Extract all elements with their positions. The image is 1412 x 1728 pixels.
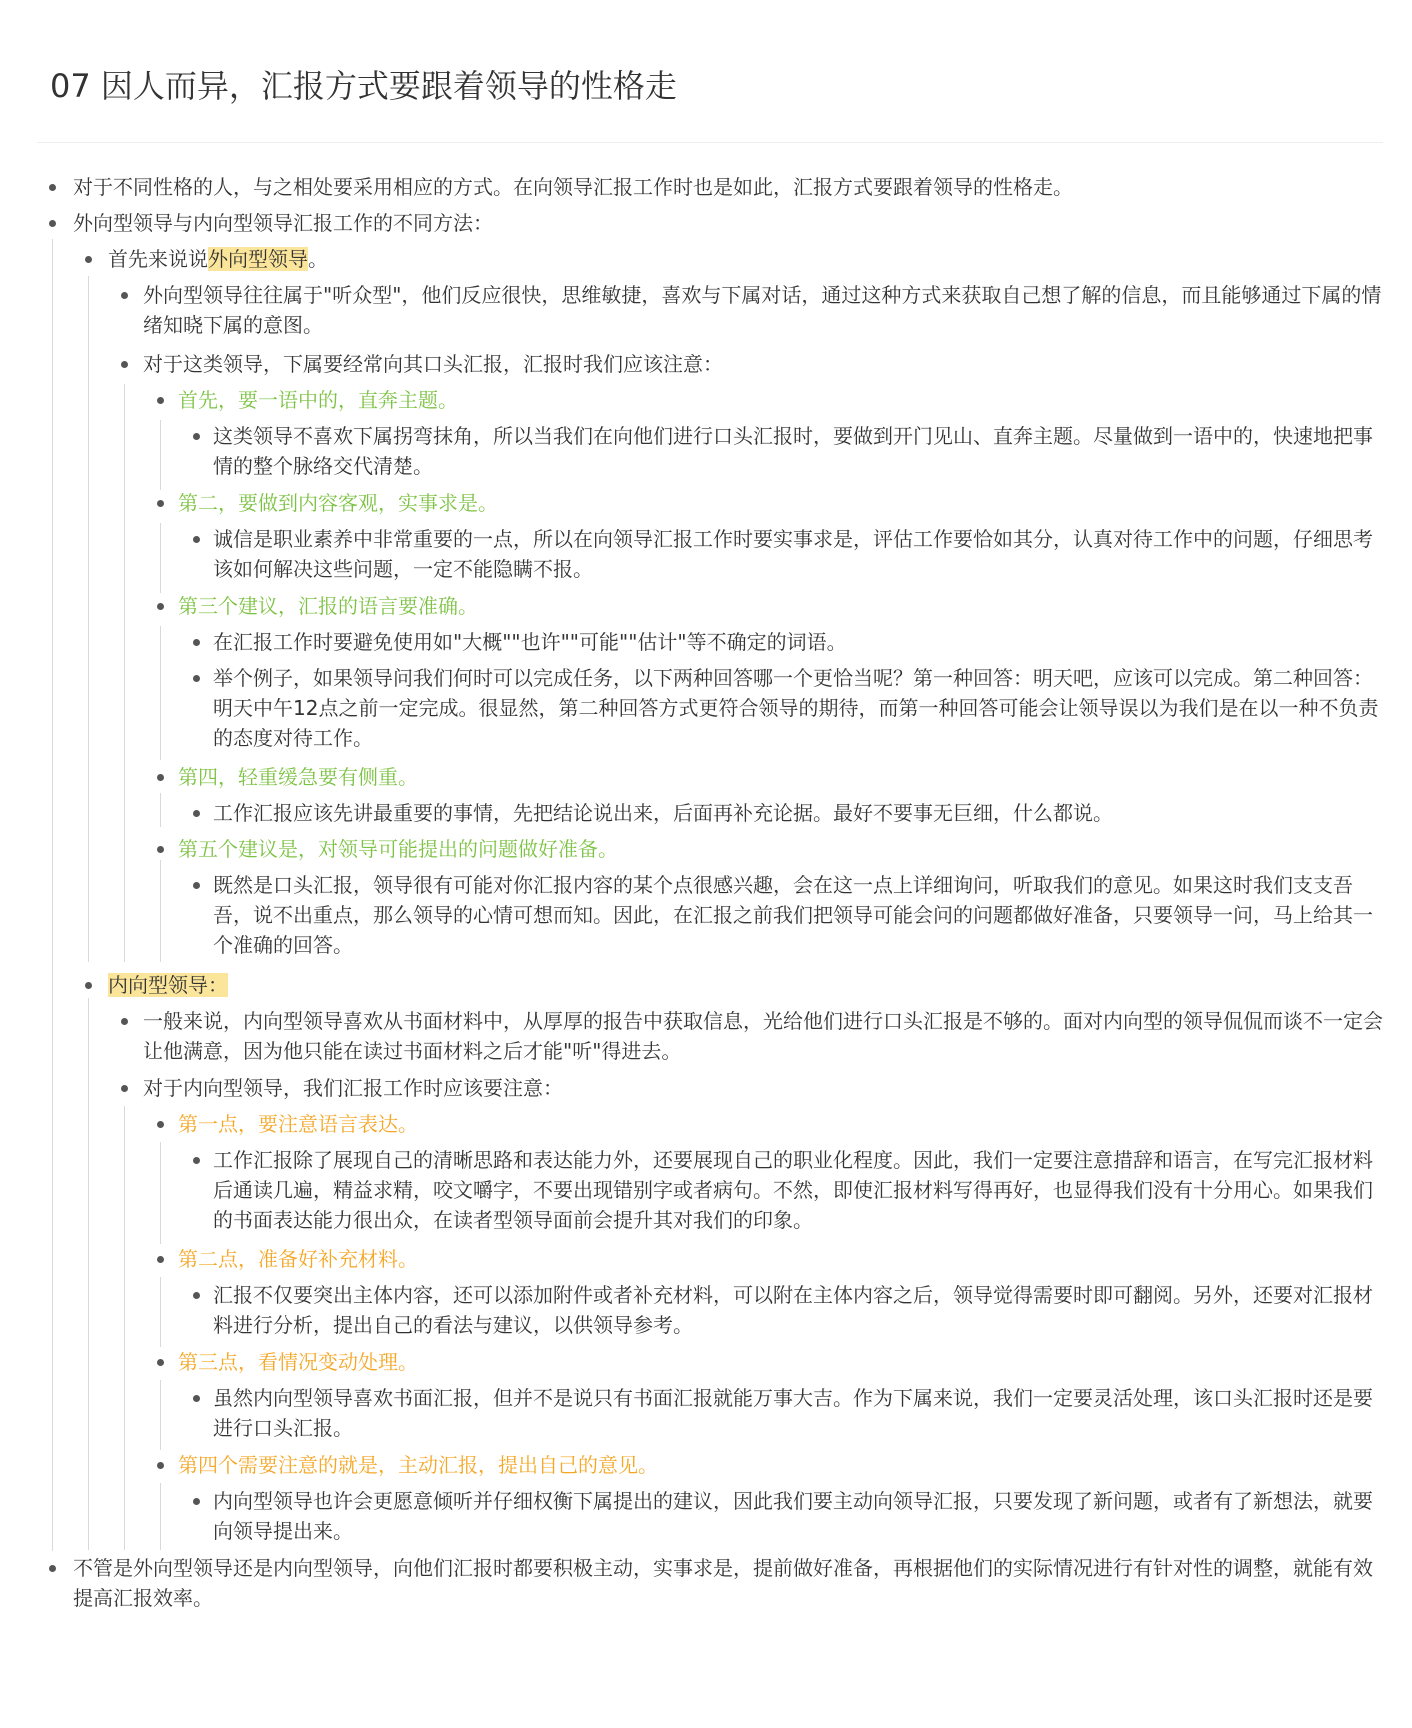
outline-item-text: 对于不同性格的人，与之相处要采用相应的方式。在向领导汇报工作时也是如此，汇报方式要跟着领导的性格走。 <box>73 175 1073 199</box>
bullet-dot-icon <box>121 1085 128 1092</box>
guide-line-l3-a2 <box>160 523 161 593</box>
outline-item-text: 外向型领导往往属于"听众型"，他们反应很快，思维敏捷，喜欢与下属对话，通过这种方式来获取自己想了解的信息，而且能够通过下属的情绪知晓下属的意图。 <box>143 283 1382 337</box>
guide-line-l3-a4 <box>160 793 161 827</box>
page-title: 07 因人而异，汇报方式要跟着领导的性格走 <box>50 67 677 105</box>
text-prefix: 首先来说说 <box>108 247 208 271</box>
bullet-dot-icon <box>121 292 128 299</box>
outline-item-text: 举个例子，如果领导问我们何时可以完成任务，以下两种回答哪一个更恰当呢？第一种回答：明天吧，应该可以完成。第二种回答：明天中午12点之前一定完成。很显然，第二种回答方式更符合领导的期待，而第一种回答可能会让领导误以为我们是在以一种不负责的态度对待工作。 <box>213 666 1379 750</box>
guide-line-l3-b1 <box>160 1142 161 1244</box>
outline-item-text: 这类领导不喜欢下属拐弯抹角，所以当我们在向他们进行口头汇报时，要做到开门见山、直奔主题。尽量做到一语中的，快速地把事情的整个脉络交代清楚。 <box>213 424 1373 478</box>
outline-item-text: 工作汇报除了展现自己的清晰思路和表达能力外，还要展现自己的职业化程度。因此，我们一定要注意措辞和语言，在写完汇报材料后通读几遍，精益求精，咬文嚼字，不要出现错别字或者病句。不然，即使汇报材料写得再好，也显得我们没有十分用心。如果我们的书面表达能力很出众，在读者型领导面前会提升其对我们的印象。 <box>213 1148 1373 1232</box>
bullet-dot-icon <box>193 675 200 682</box>
bullet-dot-icon <box>157 397 164 404</box>
outline-item-text: 第五个建议是，对领导可能提出的问题做好准备。 <box>178 837 618 861</box>
highlight-text: 外向型领导 <box>208 247 308 271</box>
outline-item-text <box>108 244 1383 274</box>
outline-item-text: 对于这类领导，下属要经常向其口头汇报，汇报时我们应该注意： <box>143 352 723 376</box>
outline-item-text: 第三点，看情况变动处理。 <box>178 1350 418 1374</box>
text-suffix: 。 <box>308 247 328 271</box>
bullet-dot-icon <box>49 220 56 227</box>
outline-item-text: 不管是外向型领导还是内向型领导，向他们汇报时都要积极主动，实事求是，提前做好准备，再根据他们的实际情况进行有针对性的调整，就能有效提高汇报效率。 <box>73 1556 1373 1610</box>
bullet-dot-icon <box>193 1292 200 1299</box>
outline-item-text: 第二，要做到内容客观，实事求是。 <box>178 491 498 515</box>
outline-item-text: 外向型领导与内向型领导汇报工作的不同方法： <box>73 211 493 235</box>
bullet-dot-icon <box>157 846 164 853</box>
bullet-dot-icon <box>85 256 92 263</box>
bullet-dot-icon <box>49 184 56 191</box>
outline-item-text: 首先，要一语中的，直奔主题。 <box>178 388 458 412</box>
bullet-dot-icon <box>193 536 200 543</box>
outline-item-text: 第二点，准备好补充材料。 <box>178 1247 418 1271</box>
bullet-dot-icon <box>157 1121 164 1128</box>
bullet-dot-icon <box>193 1157 200 1164</box>
outline-item-text: 第一点，要注意语言表达。 <box>178 1112 418 1136</box>
outline-item-text: 第三个建议，汇报的语言要准确。 <box>178 594 478 618</box>
bullet-dot-icon <box>121 1018 128 1025</box>
title-divider <box>37 142 1383 143</box>
bullet-dot-icon <box>193 639 200 646</box>
outline-item-text: 在汇报工作时要避免使用如"大概""也许""可能""估计"等不确定的词语。 <box>213 630 847 654</box>
bullet-dot-icon <box>157 500 164 507</box>
outline-item-text: 一般来说，内向型领导喜欢从书面材料中，从厚厚的报告中获取信息，光给他们进行口头汇报是不够的。面对内向型的领导侃侃而谈不一定会让他满意，因为他只能在读过书面材料之后才能"听"得进去。 <box>143 1009 1383 1063</box>
bullet-dot-icon <box>85 982 92 989</box>
guide-line-l1-a <box>88 276 89 962</box>
guide-line-l2-a <box>124 384 125 962</box>
bullet-dot-icon <box>193 433 200 440</box>
bullet-dot-icon <box>193 810 200 817</box>
outline-item-text: 内向型领导也许会更愿意倾听并仔细权衡下属提出的建议，因此我们要主动向领导汇报，只要发现了新问题，或者有了新想法，就要向领导提出来。 <box>213 1489 1373 1543</box>
outline-item-text: 虽然内向型领导喜欢书面汇报，但并不是说只有书面汇报就能万事大吉。作为下属来说，我们一定要灵活处理，该口头汇报时还是要进行口头汇报。 <box>213 1386 1373 1440</box>
bullet-dot-icon <box>193 882 200 889</box>
guide-line-l3-b3 <box>160 1380 161 1450</box>
bullet-dot-icon <box>157 774 164 781</box>
outline-item-text: 汇报不仅要突出主体内容，还可以添加附件或者补充材料，可以附在主体内容之后，领导觉得需要时即可翻阅。另外，还要对汇报材料进行分析，提出自己的看法与建议，以供领导参考。 <box>213 1283 1373 1337</box>
outline-item-text: 工作汇报应该先讲最重要的事情，先把结论说出来，后面再补充论据。最好不要事无巨细，什么都说。 <box>213 801 1113 825</box>
outline-item-text: 诚信是职业素养中非常重要的一点，所以在向领导汇报工作时要实事求是，评估工作要恰如其分，认真对待工作中的问题，仔细思考该如何解决这些问题，一定不能隐瞒不报。 <box>213 527 1373 581</box>
outline-item-text: 第四个需要注意的就是，主动汇报，提出自己的意见。 <box>178 1453 658 1477</box>
guide-line-l3-a1 <box>160 420 161 490</box>
bullet-dot-icon <box>193 1395 200 1402</box>
bullet-dot-icon <box>193 1498 200 1505</box>
bullet-dot-icon <box>157 603 164 610</box>
guide-line-l3-b4 <box>160 1483 161 1550</box>
guide-line-l0 <box>52 239 53 1551</box>
bullet-dot-icon <box>121 361 128 368</box>
highlight-text: 内向型领导： <box>108 973 228 997</box>
bullet-dot-icon <box>157 1359 164 1366</box>
guide-line-l3-b2 <box>160 1277 161 1347</box>
outline-item-text <box>108 970 1383 1000</box>
outline-item-text: 第四，轻重缓急要有侧重。 <box>178 765 418 789</box>
guide-line-l1-b <box>88 998 89 1550</box>
bullet-dot-icon <box>49 1565 56 1572</box>
bullet-dot-icon <box>157 1462 164 1469</box>
guide-line-l3-a5 <box>160 860 161 962</box>
bullet-dot-icon <box>157 1256 164 1263</box>
guide-line-l3-a3 <box>160 626 161 760</box>
guide-line-l2-b <box>124 1106 125 1550</box>
outline-item-text: 对于内向型领导，我们汇报工作时应该要注意： <box>143 1076 563 1100</box>
outline-item-text: 既然是口头汇报，领导很有可能对你汇报内容的某个点很感兴趣，会在这一点上详细询问，听取我们的意见。如果这时我们支支吾吾，说不出重点，那么领导的心情可想而知。因此，在汇报之前我们把领导可能会问的问题都做好准备，只要领导一问，马上给其一个准确的回答。 <box>213 873 1373 957</box>
